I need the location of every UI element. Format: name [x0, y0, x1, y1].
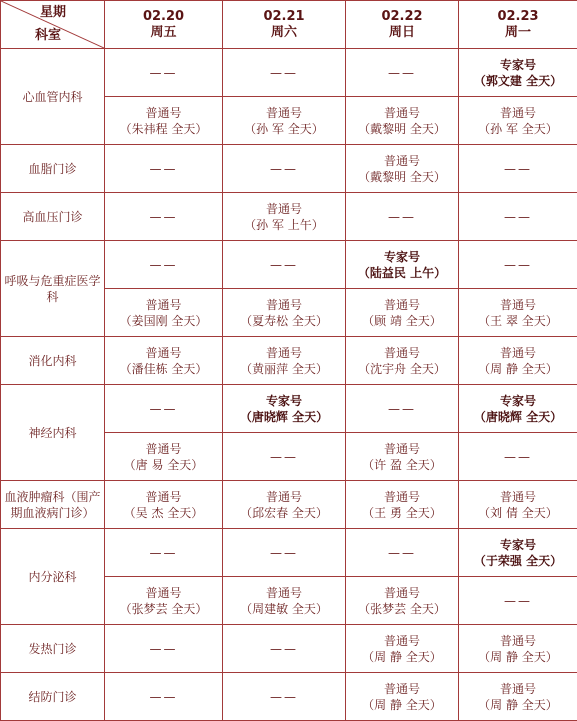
schedule-row — [1, 385, 577, 433]
header-row — [1, 1, 577, 49]
slot-doctor: （朱祎程 全天） — [119, 121, 208, 136]
slot-doctor: （孙 军 上午） — [244, 217, 324, 232]
slot-type: 专家号 — [499, 57, 536, 72]
empty-slot — [105, 625, 223, 673]
regular-slot — [223, 577, 346, 625]
slot-doctor: （戴黎明 全天） — [358, 121, 446, 136]
day-header-3 — [459, 1, 577, 49]
empty-slot — [105, 49, 223, 97]
slot-type: 专家号 — [499, 393, 536, 408]
slot-type: 普通号 — [265, 105, 302, 120]
expert-slot — [223, 385, 346, 433]
regular-slot — [223, 289, 346, 337]
slot-type: 普通号 — [383, 153, 420, 168]
department-name: 呼吸与危重症医学科 — [1, 241, 105, 337]
regular-slot — [346, 481, 459, 529]
empty-dash: —— — [270, 641, 298, 656]
slot-doctor: （孙 军 全天） — [478, 121, 558, 136]
slot-type: 普通号 — [265, 585, 302, 600]
regular-slot — [346, 289, 459, 337]
regular-slot — [223, 193, 346, 241]
slot-doctor: （周建敏 全天） — [240, 601, 328, 616]
slot-type: 普通号 — [499, 297, 536, 312]
department-name: 消化内科 — [1, 337, 105, 385]
slot-type: 专家号 — [499, 537, 536, 552]
empty-slot — [105, 193, 223, 241]
slot-type: 普通号 — [383, 633, 420, 648]
slot-type: 普通号 — [383, 345, 420, 360]
slot-type: 普通号 — [145, 345, 182, 360]
slot-type: 普通号 — [499, 345, 536, 360]
schedule-row — [1, 625, 577, 673]
empty-slot — [346, 385, 459, 433]
regular-slot — [105, 577, 223, 625]
empty-slot — [105, 385, 223, 433]
empty-dash: —— — [149, 641, 178, 656]
regular-slot — [105, 337, 223, 385]
empty-slot — [223, 433, 346, 481]
empty-dash: —— — [388, 401, 416, 416]
slot-type: 普通号 — [383, 297, 420, 312]
schedule-row — [1, 337, 577, 385]
empty-slot — [459, 577, 577, 625]
schedule-body — [1, 49, 577, 721]
schedule-row — [1, 241, 577, 289]
slot-doctor: （顾 靖 全天） — [362, 313, 442, 328]
day-header-0 — [105, 1, 223, 49]
day-date: 02.21 — [263, 8, 305, 24]
department-name: 内分泌科 — [1, 529, 105, 625]
slot-type: 专家号 — [383, 249, 420, 264]
regular-slot — [105, 433, 223, 481]
slot-type: 普通号 — [265, 489, 302, 504]
department-name: 血液肿瘤科（围产期血液病门诊） — [1, 481, 105, 529]
slot-doctor: （姜国刚 全天） — [119, 313, 208, 328]
slot-type: 普通号 — [499, 489, 536, 504]
slot-type: 普通号 — [145, 585, 182, 600]
slot-doctor: （唐晓辉 全天） — [473, 409, 563, 424]
slot-doctor: （唐晓辉 全天） — [239, 409, 329, 424]
day-weekday: 周一 — [504, 24, 531, 40]
regular-slot — [105, 289, 223, 337]
slot-doctor: （周 静 全天） — [362, 649, 442, 664]
schedule-row — [1, 193, 577, 241]
regular-slot — [346, 337, 459, 385]
slot-type: 专家号 — [265, 393, 302, 408]
slot-doctor: （王 勇 全天） — [362, 505, 442, 520]
slot-doctor: （吴 杰 全天） — [123, 505, 204, 520]
slot-type: 普通号 — [383, 489, 420, 504]
slot-doctor: （周 静 全天） — [478, 361, 558, 376]
empty-slot — [459, 241, 577, 289]
empty-dash: —— — [149, 401, 178, 416]
empty-dash: —— — [504, 161, 532, 176]
regular-slot — [346, 97, 459, 145]
empty-slot — [346, 193, 459, 241]
empty-dash: —— — [270, 257, 298, 272]
slot-type: 普通号 — [499, 681, 536, 696]
empty-slot — [223, 145, 346, 193]
slot-type: 普通号 — [383, 105, 420, 120]
empty-slot — [105, 145, 223, 193]
expert-slot — [459, 49, 577, 97]
slot-doctor: （陆益民 上午） — [357, 265, 447, 280]
slot-doctor: （周 静 全天） — [362, 697, 442, 712]
slot-type: 普通号 — [383, 585, 420, 600]
empty-slot — [346, 49, 459, 97]
slot-doctor: （王 翠 全天） — [478, 313, 558, 328]
empty-dash: —— — [388, 65, 416, 80]
slot-doctor: （许 盈 全天） — [362, 457, 442, 472]
slot-type: 普通号 — [145, 441, 182, 456]
schedule-row — [1, 145, 577, 193]
regular-slot — [459, 625, 577, 673]
empty-dash: —— — [270, 65, 298, 80]
regular-slot — [346, 673, 459, 721]
day-weekday: 周日 — [388, 24, 415, 40]
empty-dash: —— — [270, 689, 298, 704]
department-name: 神经内科 — [1, 385, 105, 481]
department-name: 血脂门诊 — [1, 145, 105, 193]
slot-doctor: （夏寿松 全天） — [240, 313, 328, 328]
slot-type: 普通号 — [265, 345, 302, 360]
department-name: 心血管内科 — [1, 49, 105, 145]
empty-slot — [105, 241, 223, 289]
slot-type: 普通号 — [145, 105, 182, 120]
empty-slot — [105, 529, 223, 577]
slot-doctor: （周 静 全天） — [478, 649, 558, 664]
slot-type: 普通号 — [265, 201, 302, 216]
slot-type: 普通号 — [265, 297, 302, 312]
empty-dash: —— — [388, 209, 416, 224]
schedule-row — [1, 49, 577, 97]
empty-dash: —— — [149, 689, 178, 704]
slot-doctor: （戴黎明 全天） — [358, 169, 446, 184]
slot-doctor: （潘佳栋 全天） — [119, 361, 208, 376]
empty-slot — [223, 625, 346, 673]
empty-dash: —— — [504, 257, 532, 272]
slot-doctor: （郭文建 全天） — [473, 73, 563, 88]
empty-dash: —— — [149, 161, 178, 176]
slot-doctor: （邱宏春 全天） — [240, 505, 328, 520]
day-weekday: 周六 — [270, 24, 297, 40]
regular-slot — [459, 337, 577, 385]
slot-doctor: （沈宇舟 全天） — [358, 361, 446, 376]
expert-slot — [459, 385, 577, 433]
day-header-2 — [346, 1, 459, 49]
regular-slot — [459, 481, 577, 529]
regular-slot — [223, 481, 346, 529]
slot-type: 普通号 — [499, 633, 536, 648]
empty-dash: —— — [504, 593, 532, 608]
department-name: 发热门诊 — [1, 625, 105, 673]
empty-dash: —— — [270, 161, 298, 176]
slot-doctor: （周 静 全天） — [478, 697, 558, 712]
slot-type: 普通号 — [145, 297, 182, 312]
slot-doctor: （刘 倩 全天） — [478, 505, 558, 520]
empty-dash: —— — [270, 545, 298, 560]
expert-slot — [346, 241, 459, 289]
regular-slot — [459, 673, 577, 721]
empty-dash: —— — [388, 545, 416, 560]
empty-dash: —— — [270, 449, 298, 464]
schedule-row — [1, 673, 577, 721]
empty-slot — [459, 433, 577, 481]
day-date: 02.22 — [381, 8, 423, 24]
corner-dept-label: 科室 — [35, 28, 62, 43]
schedule-row — [1, 529, 577, 577]
regular-slot — [346, 433, 459, 481]
day-weekday: 周五 — [150, 24, 177, 40]
regular-slot — [346, 145, 459, 193]
empty-slot — [223, 529, 346, 577]
empty-slot — [223, 241, 346, 289]
regular-slot — [346, 577, 459, 625]
regular-slot — [223, 337, 346, 385]
slot-type: 普通号 — [383, 441, 420, 456]
regular-slot — [105, 481, 223, 529]
empty-slot — [346, 529, 459, 577]
empty-slot — [459, 145, 577, 193]
regular-slot — [223, 97, 346, 145]
empty-dash: —— — [504, 449, 532, 464]
corner-header — [1, 1, 105, 49]
empty-dash: —— — [149, 257, 178, 272]
regular-slot — [459, 97, 577, 145]
empty-slot — [223, 673, 346, 721]
slot-doctor: （孙 军 全天） — [244, 121, 324, 136]
day-date: 02.20 — [142, 8, 185, 24]
slot-type: 普通号 — [383, 681, 420, 696]
day-header-1 — [223, 1, 346, 49]
slot-doctor: （唐 易 全天） — [123, 457, 204, 472]
regular-slot — [459, 289, 577, 337]
slot-doctor: （张梦芸 全天） — [119, 601, 208, 616]
slot-doctor: （张梦芸 全天） — [358, 601, 446, 616]
slot-type: 普通号 — [145, 489, 182, 504]
empty-slot — [459, 193, 577, 241]
expert-slot — [459, 529, 577, 577]
empty-slot — [223, 49, 346, 97]
regular-slot — [105, 97, 223, 145]
schedule-row — [1, 481, 577, 529]
empty-dash: —— — [149, 545, 178, 560]
empty-dash: —— — [504, 209, 532, 224]
day-date: 02.23 — [497, 8, 539, 24]
regular-slot — [346, 625, 459, 673]
empty-dash: —— — [149, 209, 178, 224]
slot-doctor: （黄丽萍 全天） — [240, 361, 328, 376]
department-name: 高血压门诊 — [1, 193, 105, 241]
slot-type: 普通号 — [499, 105, 536, 120]
empty-slot — [105, 673, 223, 721]
slot-doctor: （于荣强 全天） — [473, 553, 563, 568]
empty-dash: —— — [149, 65, 178, 80]
department-name: 结防门诊 — [1, 673, 105, 721]
corner-weekday-label: 星期 — [39, 5, 66, 20]
